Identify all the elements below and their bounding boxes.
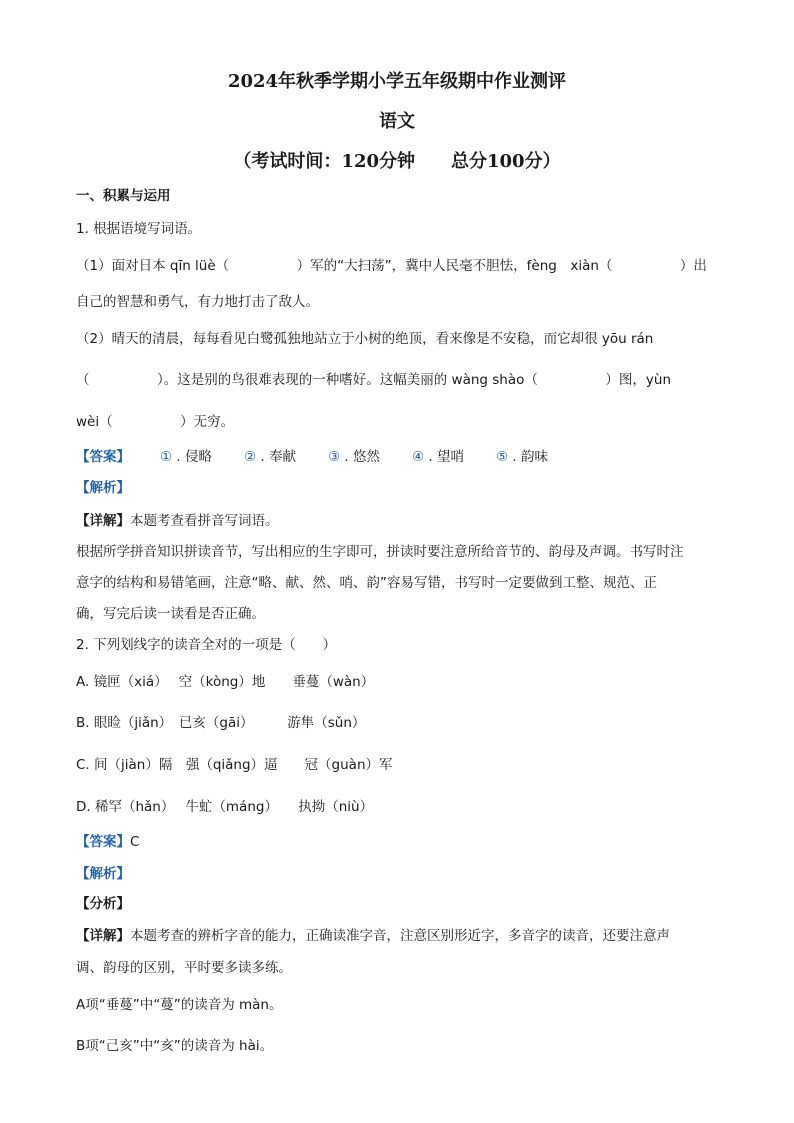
answer-number: ④ <box>412 449 425 465</box>
answer-text: . 奉献 <box>260 449 296 465</box>
answer-number: ① <box>160 449 173 465</box>
q2-option-d: D. 稀罕（hǎn） 牛虻（máng） 执拗（niù） <box>76 799 374 815</box>
q2-option-c: C. 间（jiàn）隔 强（qiǎng）逼 冠（guàn）军 <box>76 757 393 773</box>
q2-analysis-tag: 【解析】 <box>76 866 130 882</box>
answer-item <box>496 448 548 466</box>
q1-line-2: 自己的智慧和勇气，有力地打击了敌人。 <box>76 294 319 310</box>
q2-detail-line-2: 调、韵母的区别，平时要多读多练。 <box>76 960 292 976</box>
detail-text: 本题考查看拼音写词语。 <box>130 513 279 529</box>
q1-line-5: wèi（ ）无穷。 <box>76 414 235 430</box>
answer-number: ⑤ <box>496 449 509 465</box>
q1-body-line-1: 根据所学拼音知识拼读音节，写出相应的生字即可，拼读时要注意所给音节的、韵母及声调。书写时注 <box>76 544 684 560</box>
q1-stem: 1. 根据语境写词语。 <box>76 221 202 237</box>
answer-item <box>160 448 212 466</box>
q1-body-line-3: 确，写完后读一读看是否正确。 <box>76 606 265 622</box>
answer-number: ③ <box>328 449 341 465</box>
exam-info: （考试时间：120分钟 总分100分） <box>233 151 561 172</box>
q1-analysis-tag: 【解析】 <box>76 480 130 496</box>
answer-tag: 【答案】 <box>76 449 130 465</box>
answer-value: C <box>130 834 140 850</box>
q2-item-b: B项“己亥”中“亥”的读音为 hài。 <box>76 1038 274 1054</box>
q2-option-b: B. 眼睑（jiǎn） 已亥（gāi） 游隼（sǔn） <box>76 715 366 731</box>
detail-tag: 【详解】 <box>76 928 130 944</box>
q2-stem: 2. 下列划线字的读音全对的一项是（ ） <box>76 637 337 653</box>
answer-item <box>328 448 380 466</box>
answer-tag: 【答案】 <box>76 834 130 850</box>
detail-tag: 【详解】 <box>76 513 130 529</box>
q1-line-3: （2）晴天的清晨，每每看见白鹭孤独地站立于小树的绝顶，看来像是不安稳，而它却很 yōu rán <box>76 331 654 347</box>
section-heading: 一、积累与运用 <box>76 188 171 204</box>
q1-line-1: （1）面对日本 qīn lüè（ ）军的“大扫荡”，冀中人民毫不胆怯，fèng xiàn（ ）出 <box>76 258 707 274</box>
q1-line-4: （ ）。这是别的鸟很难表现的一种嗜好。这幅美丽的 wàng shào（ ）图，yùn <box>76 372 671 388</box>
q2-detail <box>76 927 670 945</box>
q1-detail <box>76 512 279 530</box>
answer-text: . 侵略 <box>176 449 212 465</box>
detail-text: 本题考查的辨析字音的能力，正确读准字音，注意区别形近字，多音字的读音，还要注意声 <box>130 928 670 944</box>
subject-title: 语文 <box>379 111 415 132</box>
answer-text: . 韵味 <box>512 449 548 465</box>
q2-option-a: A. 镜匣（xiá） 空（kòng）地 垂蔓（wàn） <box>76 674 375 690</box>
q1-body-line-2: 意字的结构和易错笔画，注意“略、献、然、哨、韵”容易写错，书写时一定要做到工整、规范、正 <box>76 575 657 591</box>
answer-item <box>412 448 464 466</box>
answer-number: ② <box>244 449 257 465</box>
exam-title: 2024年秋季学期小学五年级期中作业测评 <box>227 71 567 92</box>
q2-item-a: A项“垂蔓”中“蔓”的读音为 màn。 <box>76 997 283 1013</box>
answer-item <box>244 448 296 466</box>
answer-text: . 悠然 <box>344 449 380 465</box>
answer-text: . 望哨 <box>428 449 464 465</box>
q2-answer <box>76 833 139 851</box>
q2-fenxi-tag: 【分析】 <box>76 896 130 912</box>
